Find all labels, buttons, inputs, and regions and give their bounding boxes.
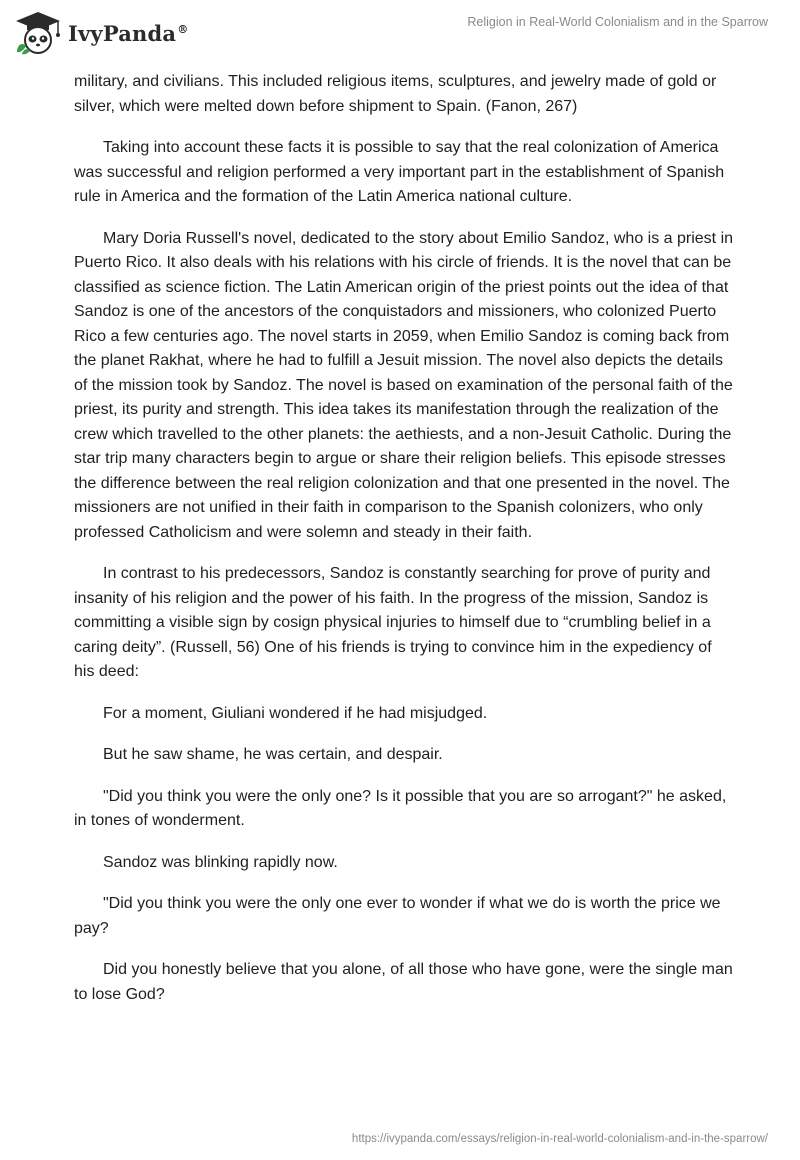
quoted-line: For a moment, Giuliani wondered if he had misjudged. (103, 704, 488, 722)
paragraph: military, and civilians. This included religious items, sculptures, and jewelry made of gold or silver, which were melted down before shipment to Spain. (Fanon, 267) (74, 73, 717, 115)
quoted-line: "Did you think you were the only one? Is it possible that you are so arrogant?" he asked, in tones of wonderment. (74, 787, 727, 829)
brand-name: IvyPanda® (68, 20, 189, 46)
document-title: Religion in Real-World Colonialism and in the Sparrow (467, 15, 768, 29)
quoted-line: But he saw shame, he was certain, and despair. (103, 746, 443, 763)
quoted-line: "Did you think you were the only one ever to wonder if what we do is worth the price we pay? (74, 895, 721, 937)
paragraph: In contrast to his predecessors, Sandoz is constantly searching for prove of purity and insanity of his religion and the power of his faith. In the progress of the mission, Sandoz is committing a visible sign by cosign physical injuries to himself due to “crumbling belief in a caring deity”. (Russell, 56) One of his friends is trying to convince him in the expediency of his deed: (74, 565, 712, 680)
page-header (0, 0, 800, 70)
quoted-line: Did you honestly believe that you alone, of all those who have gone, were the single man to lose God? (74, 961, 733, 1003)
paragraph: Taking into account these facts it is possible to say that the real colonization of America was successful and religion performed a very important part in the establishment of Spanish rule in America and the formation of the Latin America national culture. (74, 139, 725, 205)
source-url[interactable]: https://ivypanda.com/essays/religion-in-real-world-colonialism-and-in-the-sparrow/ (351, 1133, 768, 1145)
quoted-line: Sandoz was blinking rapidly now. (103, 853, 338, 871)
panda-graduate-icon (14, 10, 62, 56)
essay-body (74, 70, 734, 1024)
ivypanda-logo[interactable] (14, 8, 188, 58)
paragraph: Mary Doria Russell's novel, dedicated to the story about Emilio Sandoz, who is a priest in Puerto Rico. It also deals with his relations with his circle of friends. It is the novel that can be classified as science fiction. The Latin American origin of the priest points out the idea of that Sandoz is one of the ancestors of the conquistadors and missioners, who colonized Puerto Rico a few centuries ago. The novel starts in 2059, when Emilio Sandoz is coming back from the planet Rakhat, where he had to fulfill a Jesuit mission. The novel also depicts the details of the mission took by Sandoz. The novel is based on examination of the personal faith of the priest, its purity and strength. This idea takes its manifestation through the realization of the crew which travelled to the other planets: the aethiests, and a non-Jesuit Catholic. During the star trip many characters begin to argue or share their religion beliefs. This episode stresses the difference between the real religion colonization and that one presented in the novel. The missioners are not unified in their faith in comparison to the Spanish colonizers, who only professed Catholicism and were solemn and steady in their faith. (74, 229, 734, 541)
